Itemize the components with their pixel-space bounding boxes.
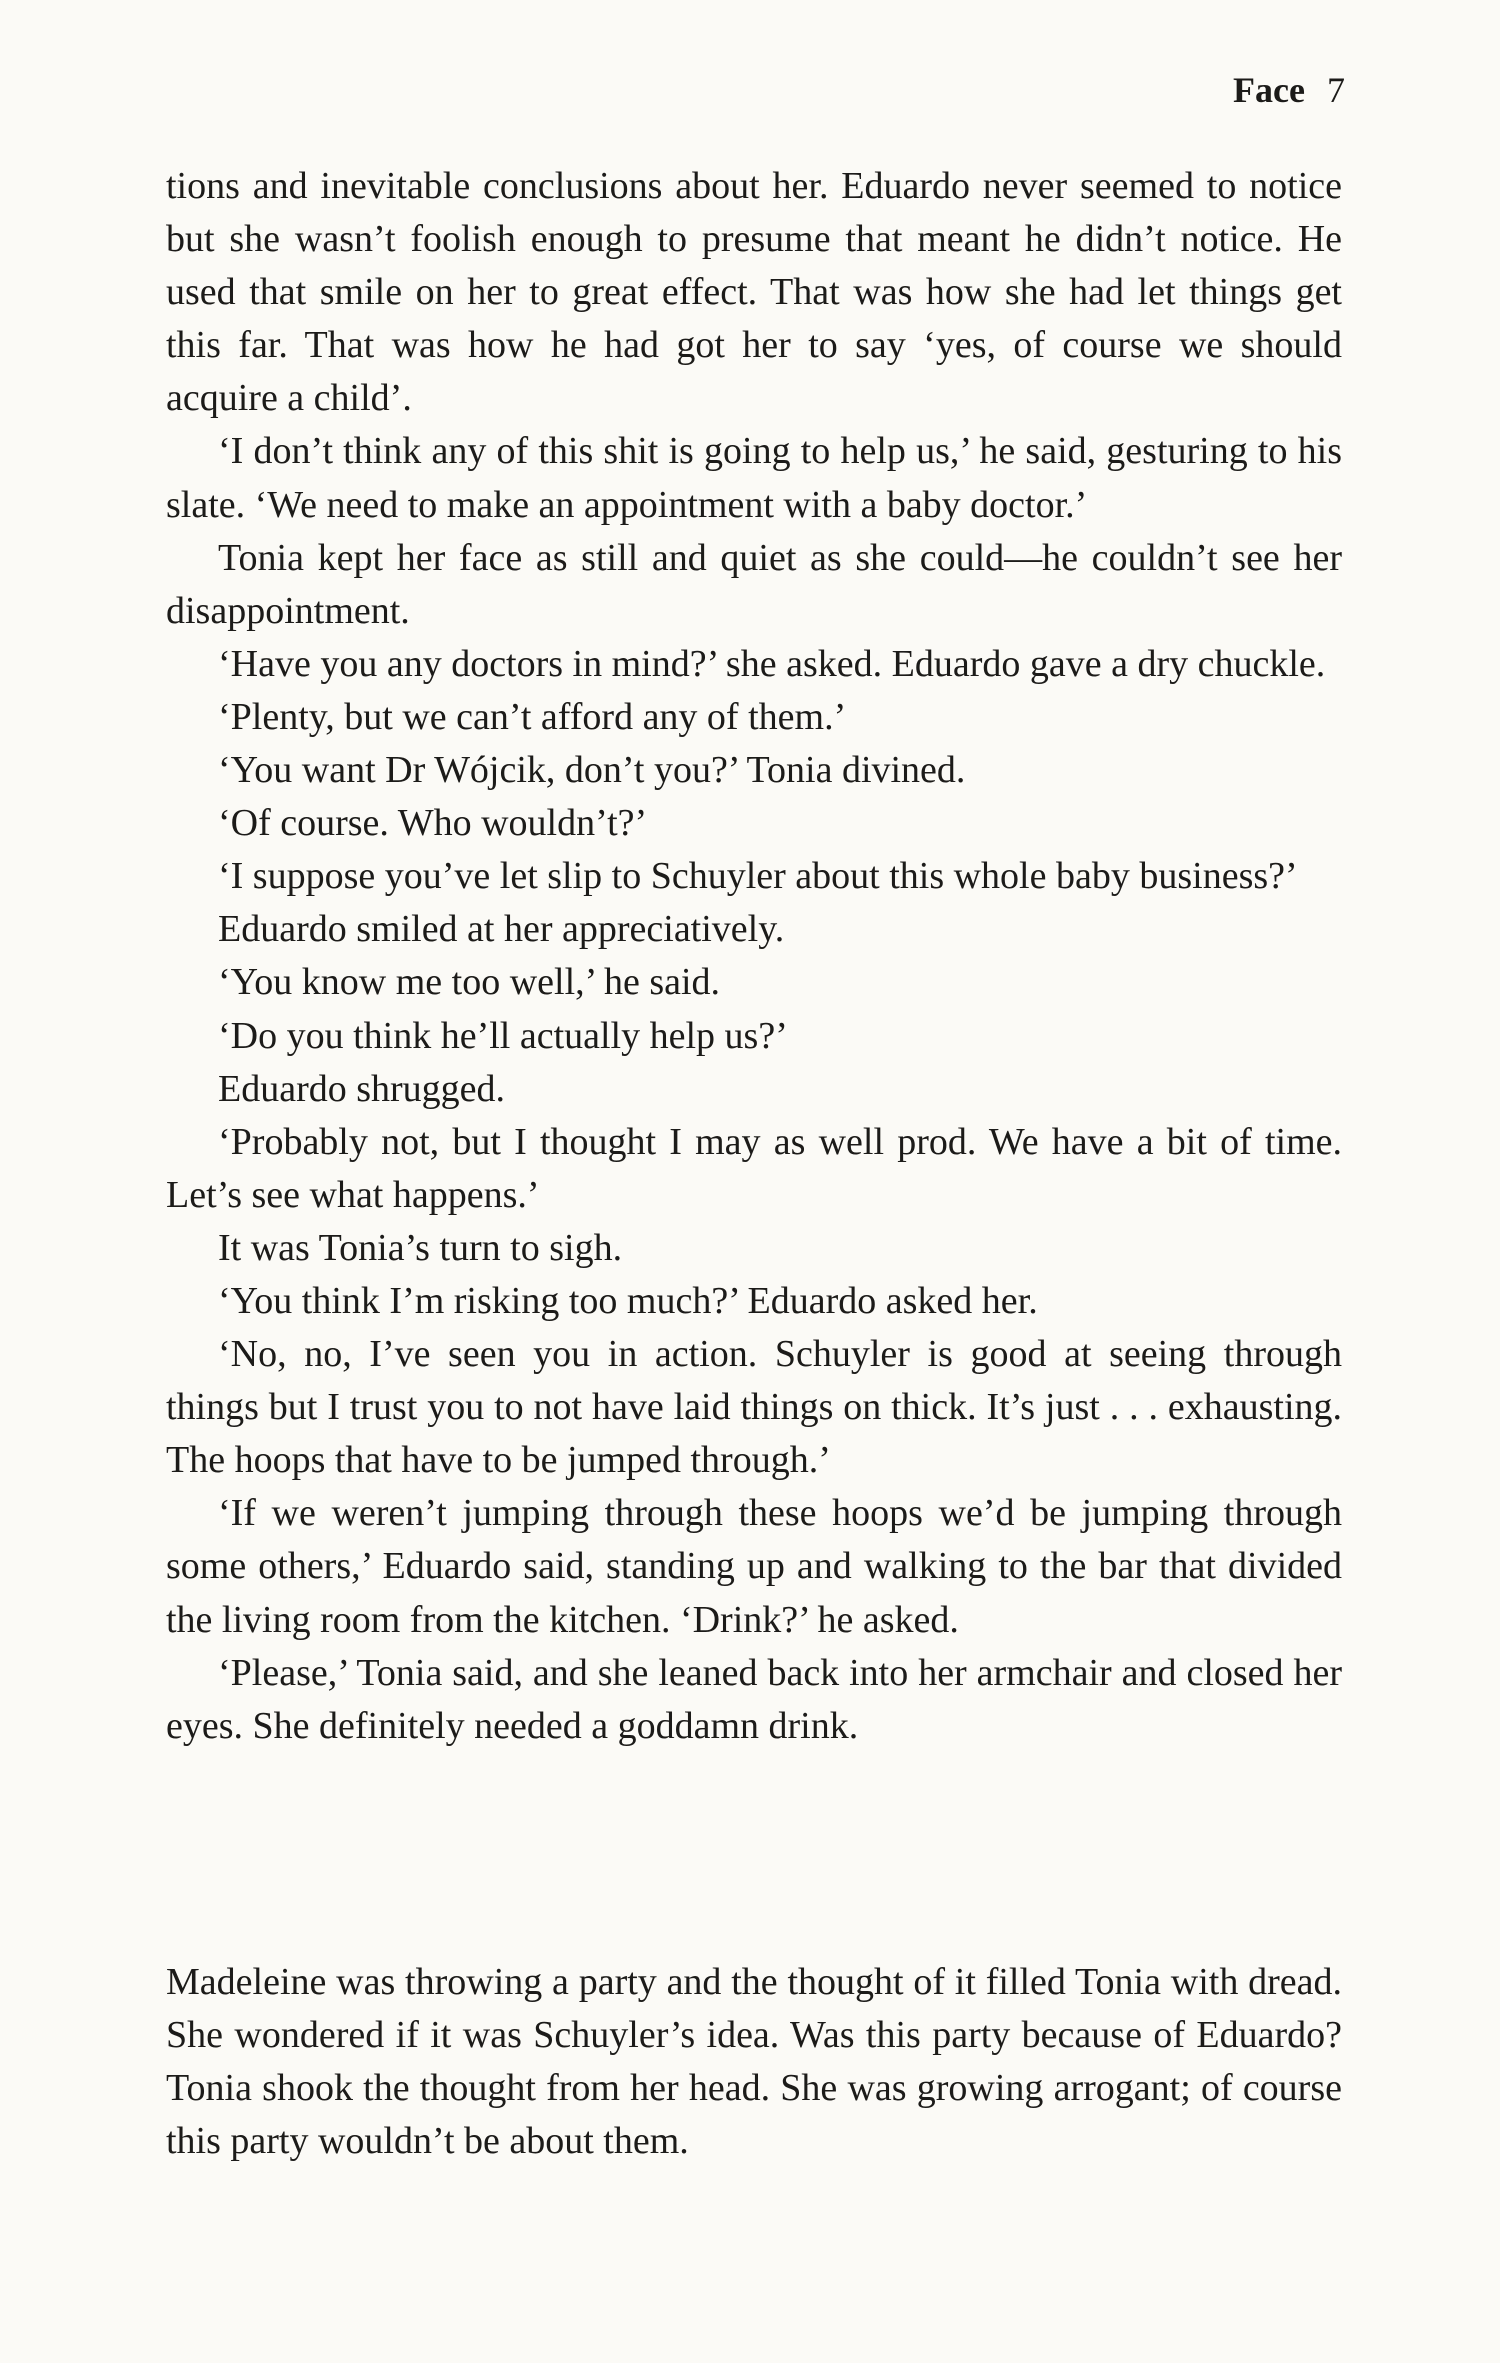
paragraph: tions and inevitable conclusions about her. Eduardo never seemed to notice but she wasn’t foolish enough to presume that meant he didn’t notice. He used that smile on her to great effect. That was how she had let things get this far. That was how he had got her to say ‘yes, of course we should acquire a child’. — [166, 165, 1342, 420]
paragraph: ‘If we weren’t jumping through these hoops we’d be jumping through some others,’ Eduardo said, standing up and walking to the bar that divided the living room from the kitchen. ‘Drink?’ he asked. — [166, 1492, 1342, 1641]
paragraph: ‘Of course. Who wouldn’t?’ — [218, 802, 648, 845]
paragraph: ‘Please,’ Tonia said, and she leaned back into her armchair and closed her eyes. She definitely needed a goddamn drink. — [166, 1651, 1342, 1747]
paragraph: ‘Have you any doctors in mind?’ she asked. Eduardo gave a dry chuckle. — [218, 642, 1326, 685]
paragraph: Tonia kept her face as still and quiet as she could—he couldn’t see her disappointment. — [166, 536, 1342, 632]
page-number: 7 — [1327, 70, 1345, 110]
running-head-title: Face — [1233, 70, 1305, 110]
paragraph: ‘You think I’m risking too much?’ Eduardo asked her. — [218, 1279, 1038, 1322]
paragraph: ‘You know me too well,’ he said. — [218, 961, 721, 1004]
paragraph: ‘No, no, I’ve seen you in action. Schuyler is good at seeing through things but I trust you to not have laid things on thick. It’s just . . . exhausting. The hoops that have to be jumped through.’ — [166, 1333, 1342, 1482]
running-head — [1233, 64, 1345, 116]
section-opening-paragraph: Madeleine was throwing a party and the thought of it filled Tonia with dread. She wondered if it was Schuyler’s idea. Was this party because of Eduardo? Tonia shook the thought from her head. She was growing arrogant; of course this party wouldn’t be about them. — [166, 1961, 1342, 2163]
paragraph: ‘I don’t think any of this shit is going to help us,’ he said, gesturing to his slate. ‘We need to make an appointment with a baby doctor.’ — [166, 430, 1342, 526]
paragraph: ‘Plenty, but we can’t afford any of them.’ — [218, 695, 847, 738]
paragraph: Eduardo smiled at her appreciatively. — [218, 908, 785, 951]
paragraph: ‘Probably not, but I thought I may as well prod. We have a bit of time. Let’s see what happens.’ — [166, 1120, 1342, 1216]
paragraph: It was Tonia’s turn to sigh. — [218, 1226, 623, 1269]
paragraph: ‘I suppose you’ve let slip to Schuyler about this whole baby business?’ — [218, 855, 1298, 898]
new-section — [166, 1956, 1342, 2168]
paragraph: ‘You want Dr Wójcik, don’t you?’ Tonia divined. — [218, 749, 966, 792]
body-text — [166, 160, 1342, 1753]
paragraph: ‘Do you think he’ll actually help us?’ — [218, 1014, 788, 1057]
paragraph: Eduardo shrugged. — [218, 1067, 506, 1110]
